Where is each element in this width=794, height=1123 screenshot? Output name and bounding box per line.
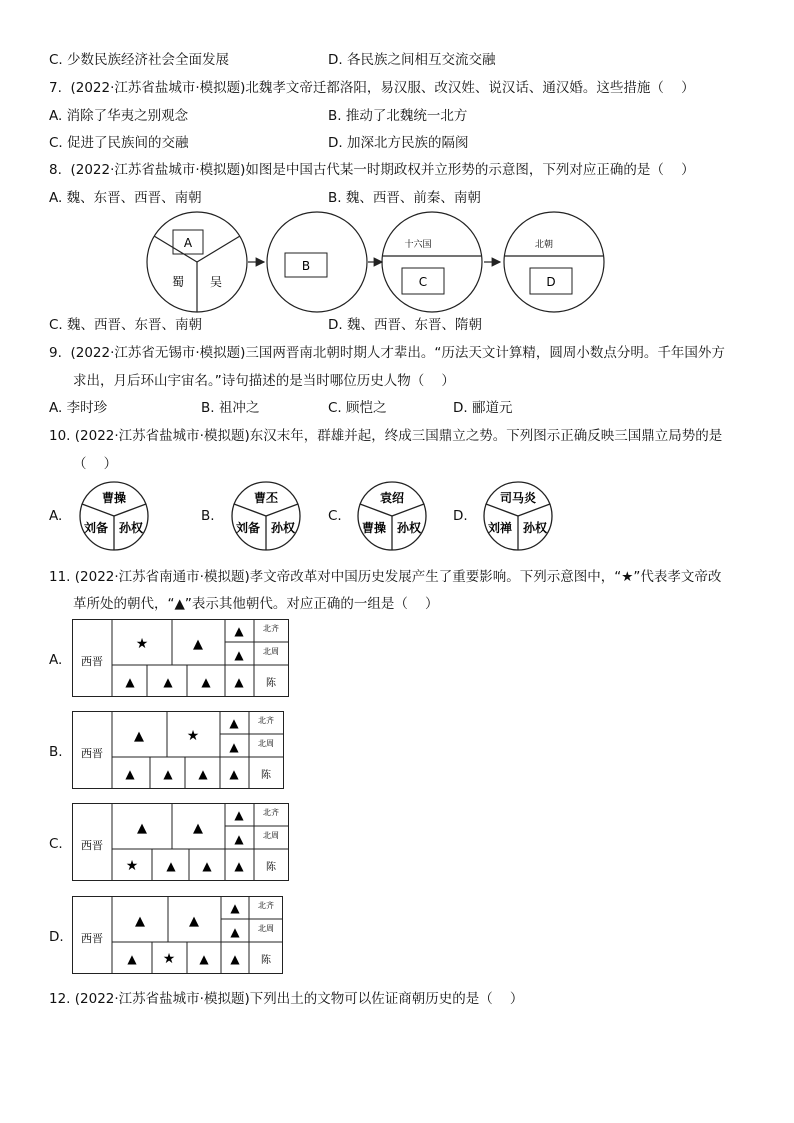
q10-option-d-diagram — [478, 480, 560, 552]
q11-b-l0: ▲ — [125, 767, 135, 781]
q11-d-l3: ▲ — [230, 952, 240, 966]
q11-a-u1: ▲ — [193, 637, 203, 652]
q11-option-b-label: B. — [49, 744, 63, 760]
q10-a-right: 孙权 — [118, 521, 144, 535]
q10-a-top: 曹操 — [101, 491, 127, 505]
q11-a-l3: ▲ — [234, 675, 244, 689]
q11-d-l1: ★ — [162, 951, 176, 967]
q11-b-u3: ▲ — [229, 740, 239, 754]
q8-label-c: C — [418, 275, 428, 289]
q9-option-a: A. 李时珍 — [49, 400, 108, 416]
q8-label-shu: 蜀 — [171, 275, 185, 289]
q11-option-a-grid — [72, 619, 292, 699]
q10-stem-line1: 10. (2022·江苏省盐城市·模拟题)东汉末年，群雄并起，终成三国鼎立之势。下列图示正确反映三国鼎立局势的是 — [49, 428, 723, 444]
q8-option-a: A. 魏、东晋、西晋、南朝 — [49, 190, 202, 206]
q6-option-c: C. 少数民族经济社会全面发展 — [49, 52, 230, 68]
q11-option-c-grid — [72, 803, 292, 883]
q11-d-north-zhou: 北周 — [258, 924, 274, 933]
q10-c-left: 曹操 — [361, 521, 387, 535]
q8-label-wu: 吴 — [209, 275, 223, 289]
q11-d-u0: ▲ — [135, 914, 145, 929]
q11-d-l2: ▲ — [199, 952, 209, 966]
q11-option-c-label: C. — [49, 836, 63, 852]
q9-stem-line1: 9. (2022·江苏省无锡市·模拟题)三国两晋南北朝时期人才辈出。“历法天文计算精，圆周小数点分明。千年国外方 — [49, 345, 725, 361]
q11-a-north-zhou: 北周 — [263, 647, 279, 656]
q7-option-d: D. 加深北方民族的隔阂 — [328, 135, 469, 151]
q10-b-right: 孙权 — [270, 521, 296, 535]
q11-b-l2: ▲ — [198, 767, 208, 781]
q10-option-b-label: B. — [201, 508, 215, 524]
q8-label-north: 北朝 — [534, 240, 554, 250]
q10-option-a-label: A. — [49, 508, 63, 524]
q11-c-u2: ▲ — [234, 808, 244, 822]
q11-d-west-jin: 西晋 — [81, 932, 103, 945]
q8-label-a: A — [183, 236, 193, 250]
q10-a-left: 刘备 — [83, 521, 109, 535]
q10-b-left: 刘备 — [235, 521, 261, 535]
q11-c-u0: ▲ — [137, 821, 147, 836]
q7-option-c: C. 促进了民族间的交融 — [49, 135, 189, 151]
q11-a-l1: ▲ — [163, 675, 173, 689]
q11-c-u1: ▲ — [193, 821, 203, 836]
q11-d-l0: ▲ — [127, 952, 137, 966]
q10-option-a-diagram — [74, 480, 156, 552]
q11-option-d-label: D. — [49, 929, 64, 945]
q9-option-b: B. 祖冲之 — [201, 400, 260, 416]
q11-a-u2: ▲ — [234, 624, 244, 638]
q8-option-d: D. 魏、西晋、东晋、隋朝 — [328, 317, 482, 333]
q11-c-chen: 陈 — [266, 862, 276, 873]
q10-d-top: 司马炎 — [499, 491, 537, 505]
q9-stem-line2: 求出，月后环山宇宙名。”诗句描述的是当时哪位历史人物（ ） — [73, 373, 455, 389]
q11-stem-line1: 11. (2022·江苏省南通市·模拟题)孝文帝改革对中国历史发展产生了重要影响。下列示意图中，“★”代表孝文帝改 — [49, 569, 722, 585]
q9-option-c: C. 顾恺之 — [328, 400, 387, 416]
q11-c-u3: ▲ — [234, 832, 244, 846]
q10-stem-line2: （ ） — [73, 456, 118, 472]
q11-option-a-label: A. — [49, 652, 63, 668]
q11-d-north-qi: 北齐 — [258, 901, 274, 910]
q8-label-sixteen: 十六国 — [404, 240, 432, 250]
q10-d-right: 孙权 — [522, 521, 548, 535]
q11-b-l3: ▲ — [229, 767, 239, 781]
q11-b-west-jin: 西晋 — [81, 747, 103, 760]
q11-a-chen: 陈 — [266, 678, 276, 689]
q11-a-west-jin: 西晋 — [81, 655, 103, 668]
q6-option-d: D. 各民族之间相互交流交融 — [328, 52, 496, 68]
q11-b-north-zhou: 北周 — [258, 739, 274, 748]
q11-a-l0: ▲ — [125, 675, 135, 689]
q11-b-u1: ★ — [186, 728, 200, 744]
q10-c-right: 孙权 — [396, 521, 422, 535]
q8-label-b: B — [301, 259, 311, 273]
q11-option-b-grid — [72, 711, 292, 791]
q11-c-l1: ▲ — [166, 859, 176, 873]
q11-d-u2: ▲ — [230, 901, 240, 915]
q10-d-left: 刘禅 — [487, 521, 513, 535]
q11-d-chen: 陈 — [261, 955, 271, 966]
q11-a-u3: ▲ — [234, 648, 244, 662]
q8-option-c: C. 魏、西晋、东晋、南朝 — [49, 317, 203, 333]
q10-c-top: 袁绍 — [379, 491, 405, 505]
q11-b-north-qi: 北齐 — [258, 716, 274, 725]
q11-d-u3: ▲ — [230, 925, 240, 939]
q8-stem: 8. (2022·江苏省盐城市·模拟题)如图是中国古代某一时期政权并立形势的示意图，下列对应正确的是（ ） — [49, 162, 695, 178]
q11-b-chen: 陈 — [261, 770, 271, 781]
q11-d-u1: ▲ — [189, 914, 199, 929]
q11-c-west-jin: 西晋 — [81, 839, 103, 852]
q10-option-d-label: D. — [453, 508, 468, 524]
q8-diagram — [140, 210, 620, 315]
q11-c-north-zhou: 北周 — [263, 831, 279, 840]
q11-c-l0: ★ — [125, 858, 139, 874]
q8-label-d: D — [546, 275, 556, 289]
q7-option-a: A. 消除了华夷之别观念 — [49, 108, 189, 124]
q11-b-u2: ▲ — [229, 716, 239, 730]
q11-stem-line2: 革所处的朝代，“▲”表示其他朝代。对应正确的一组是（ ） — [73, 596, 439, 612]
q10-option-c-label: C. — [328, 508, 342, 524]
q10-b-top: 曹丕 — [253, 491, 279, 505]
q10-option-c-diagram — [352, 480, 434, 552]
q11-b-u0: ▲ — [134, 729, 144, 744]
q12-stem: 12. (2022·江苏省盐城市·模拟题)下列出土的文物可以佐证商朝历史的是（ ） — [49, 991, 524, 1007]
q11-a-u0: ★ — [135, 636, 149, 652]
q9-option-d: D. 郦道元 — [453, 400, 513, 416]
q11-c-l2: ▲ — [202, 859, 212, 873]
q11-c-north-qi: 北齐 — [263, 808, 279, 817]
q11-option-d-grid — [72, 896, 292, 976]
q11-b-l1: ▲ — [163, 767, 173, 781]
q11-c-l3: ▲ — [234, 859, 244, 873]
q11-a-l2: ▲ — [201, 675, 211, 689]
q7-stem: 7. (2022·江苏省盐城市·模拟题)北魏孝文帝迁都洛阳，易汉服、改汉姓、说汉话、通汉婚。这些措施（ ） — [49, 80, 695, 96]
q10-option-b-diagram — [226, 480, 308, 552]
q11-a-north-qi: 北齐 — [263, 624, 279, 633]
q8-option-b: B. 魏、西晋、前秦、南朝 — [328, 190, 481, 206]
q7-option-b: B. 推动了北魏统一北方 — [328, 108, 468, 124]
